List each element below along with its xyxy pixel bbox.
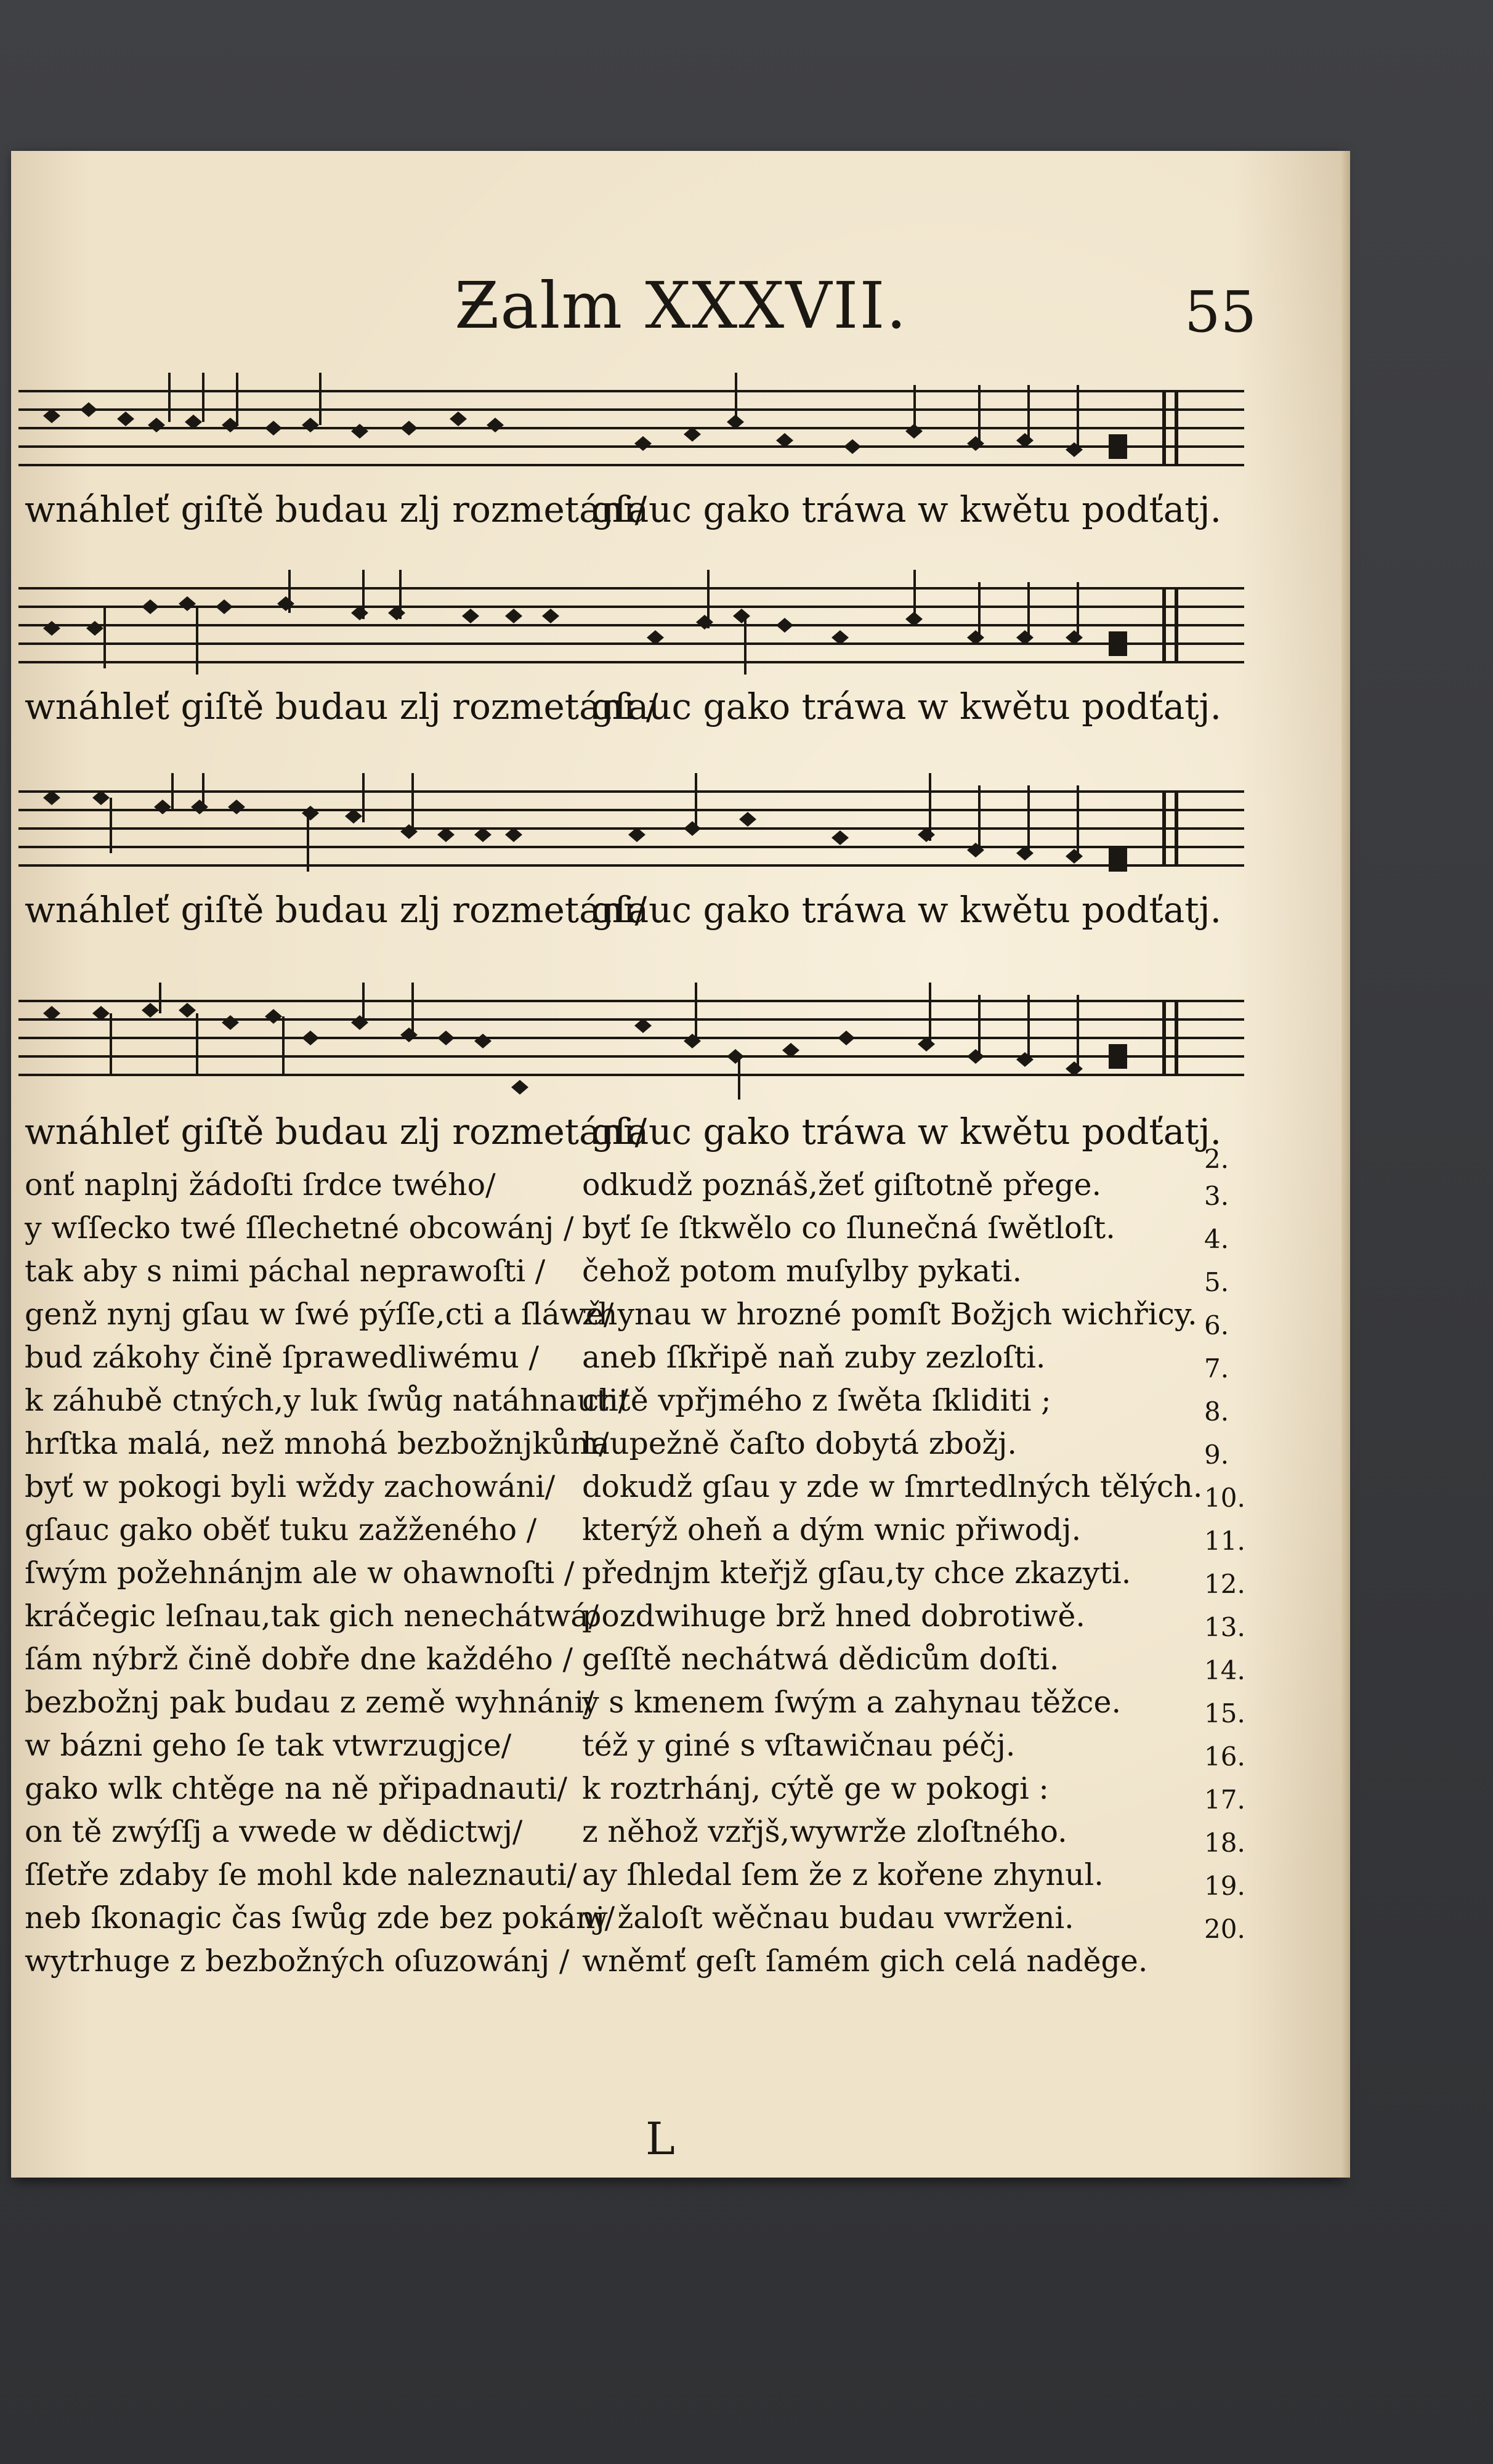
verse-row [25, 1685, 1330, 1728]
verse-right: chtě vpřjmého z ſwěta ſkliditi ; [582, 1383, 1051, 1418]
verse-left: genž nynj gſau w ſwé pýſſe,cti a ſláwě/ [25, 1297, 614, 1332]
verse-row [25, 1555, 1330, 1599]
verse-right: geſſtě nechátwá dědicům doſti. [582, 1642, 1059, 1677]
verse-right: dokudž gſau y zde w ſmrtedlných tělých. [582, 1469, 1203, 1504]
verse-right: kterýž oheň a dým wnic přiwodj. [582, 1512, 1082, 1547]
verse-left: byť w pokogi byli wždy zachowáni/ [25, 1469, 556, 1504]
verse-number: 12. [1204, 1569, 1245, 1599]
verse-right: též y giné s vſtawičnau péčj. [582, 1728, 1016, 1763]
verse-right: pozdwihuge brž hned dobrotiwě. [582, 1599, 1085, 1634]
verse-number: 9. [1204, 1440, 1229, 1470]
verse-right: čehož potom muſylby pykati. [582, 1254, 1022, 1289]
verse-row [25, 1210, 1330, 1254]
verse-left: k záhubě ctných,y luk ſwůg natáhnauti/ [25, 1383, 629, 1418]
verse-right: y s kmenem ſwým a zahynau těžce. [582, 1685, 1122, 1720]
page-header [11, 268, 1341, 354]
verse-left: wytrhuge z bezbožných oſuzowánj / [25, 1943, 570, 1979]
lyric-left: wnáhleť giſtě budau zlj rozmetáni/ [25, 1111, 647, 1153]
verse-left: ſám nýbrž čině dobře dne každého / [25, 1642, 573, 1677]
page-edge [1341, 151, 1350, 2178]
verse-right: z něhož vzřjš,wywrže zloſtného. [582, 1814, 1067, 1849]
verse-number: 6. [1204, 1310, 1229, 1340]
verse-row [25, 1642, 1330, 1685]
verse-right: přednjm kteřjž gſau,ty chce zkazyti. [582, 1555, 1131, 1591]
verse-right: k roztrhánj, cýtě ge w pokogi : [582, 1771, 1049, 1806]
verse-number: 18. [1204, 1828, 1245, 1858]
lyric-right: gſauc gako tráwa w kwětu podťatj. [591, 1111, 1222, 1153]
verse-number: 8. [1204, 1396, 1229, 1427]
verse-right: zhynau w hrozné pomſt Božjch wichřicy. [582, 1297, 1197, 1332]
verse-left: w bázni geho ſe tak vtwrzugjce/ [25, 1728, 512, 1763]
verse-number: 14. [1204, 1655, 1245, 1685]
verse-right: odkudž poznáš,žeť giſtotně přege. [582, 1167, 1102, 1202]
verse-left: bud zákohy čině ſprawedliwému / [25, 1340, 539, 1375]
verse-row [25, 1900, 1330, 1943]
verse-row [25, 1512, 1330, 1555]
verse-left: ſwým požehnánjm ale w ohawnoſti / [25, 1555, 575, 1591]
verse-row [25, 1469, 1330, 1512]
verse-left: kráčegic leſnau,tak gich nenechátwá/ [25, 1599, 599, 1634]
verse-row [25, 1771, 1330, 1814]
verse-left: ſſetře zdaby ſe mohl kde naleznauti/ [25, 1857, 577, 1892]
verse-row [25, 1857, 1330, 1900]
verse-row [25, 1599, 1330, 1642]
page-number: 55 [1184, 279, 1257, 345]
staff-1-lyrics [18, 484, 1256, 543]
music-staff-1 [18, 373, 1256, 543]
psalm-title: Ƶalm XXXVII. [455, 268, 908, 343]
verse-row [25, 1383, 1330, 1426]
lyric-left: wnáhleť giſtě budau zlj rozmetáni/ [25, 889, 647, 931]
verse-row [25, 1340, 1330, 1383]
lyric-right: gſauc gako tráwa w kwětu podťatj. [591, 488, 1222, 530]
verse-row [25, 1814, 1330, 1857]
verse-row [25, 1297, 1330, 1340]
verse-number: 11. [1204, 1526, 1245, 1556]
verse-number: 2. [1204, 1144, 1229, 1174]
verse-left: onť naplnj žádoſti ſrdce twého/ [25, 1167, 496, 1202]
verse-left: bezbožnj pak budau z země wyhnáni/ [25, 1685, 594, 1720]
verse-row [25, 1426, 1330, 1469]
verse-row [25, 1728, 1330, 1771]
verse-number: 13. [1204, 1612, 1245, 1642]
book-page [11, 151, 1341, 2178]
lyric-right: gſauc gako tráwa w kwětu podťatj. [591, 889, 1222, 931]
staff-notation-2 [18, 570, 1256, 681]
verse-left: tak aby s nimi páchal neprawoſti / [25, 1254, 546, 1289]
verses-list [25, 1130, 1330, 1987]
verse-number: 4. [1204, 1224, 1229, 1254]
verse-left: y wſſecko twé ſſlechetné obcowánj / [25, 1210, 574, 1246]
verse-row [25, 1167, 1330, 1210]
staff-notation-1 [18, 373, 1256, 484]
verse-left: on tě zwýſſj a vwede w dědictwj/ [25, 1814, 523, 1849]
staff-notation-3 [18, 773, 1256, 884]
verse-number: 5. [1204, 1267, 1229, 1297]
verse-right: byť ſe ſtkwělo co ſlunečná ſwětloſt. [582, 1210, 1115, 1246]
verse-right: laupežně čaſto dobytá zbožj. [582, 1426, 1017, 1461]
verse-row [25, 1943, 1330, 1987]
verse-row [25, 1130, 1330, 1174]
music-staff-3 [18, 773, 1256, 943]
verse-number: 17. [1204, 1785, 1245, 1815]
verse-number: 7. [1204, 1353, 1229, 1384]
lyric-left: wnáhleť giſtě budau zlj rozmetáni / [25, 686, 658, 727]
verse-left: neb ſkonagic čas ſwůg zde bez pokánj/ [25, 1900, 615, 1935]
verse-number: 19. [1204, 1871, 1245, 1901]
verse-number: 3. [1204, 1181, 1229, 1211]
verse-right: wněmť geſt ſamém gich celá naděge. [582, 1943, 1148, 1979]
verse-left: hrſtka malá, než mnohá bezbožnjkům/ [25, 1426, 609, 1461]
verse-number: 20. [1204, 1914, 1245, 1944]
staff-2-lyrics [18, 681, 1256, 740]
verse-right: aneb ſſkřipě naň zuby zezloſti. [582, 1340, 1046, 1375]
verse-left: gako wlk chtěge na ně připadnauti/ [25, 1771, 567, 1806]
verse-number: 16. [1204, 1741, 1245, 1772]
verse-number: 10. [1204, 1483, 1245, 1513]
lyric-right: gſauc gako tráwa w kwětu podťatj. [591, 686, 1222, 727]
signature-mark: L [645, 2113, 675, 2165]
staff-notation-4 [18, 983, 1256, 1106]
verse-left: gſauc gako oběť tuku zažženého / [25, 1512, 537, 1547]
lyric-left: wnáhleť giſtě budau zlj rozmetáni/ [25, 488, 647, 530]
verse-number: 15. [1204, 1698, 1245, 1728]
music-staff-2 [18, 570, 1256, 740]
staff-3-lyrics [18, 884, 1256, 943]
verse-right: ay ſhledal ſem že z kořene zhynul. [582, 1857, 1104, 1892]
verse-row [25, 1254, 1330, 1297]
verse-right: w žaloſt wěčnau budau vwrženi. [582, 1900, 1074, 1935]
